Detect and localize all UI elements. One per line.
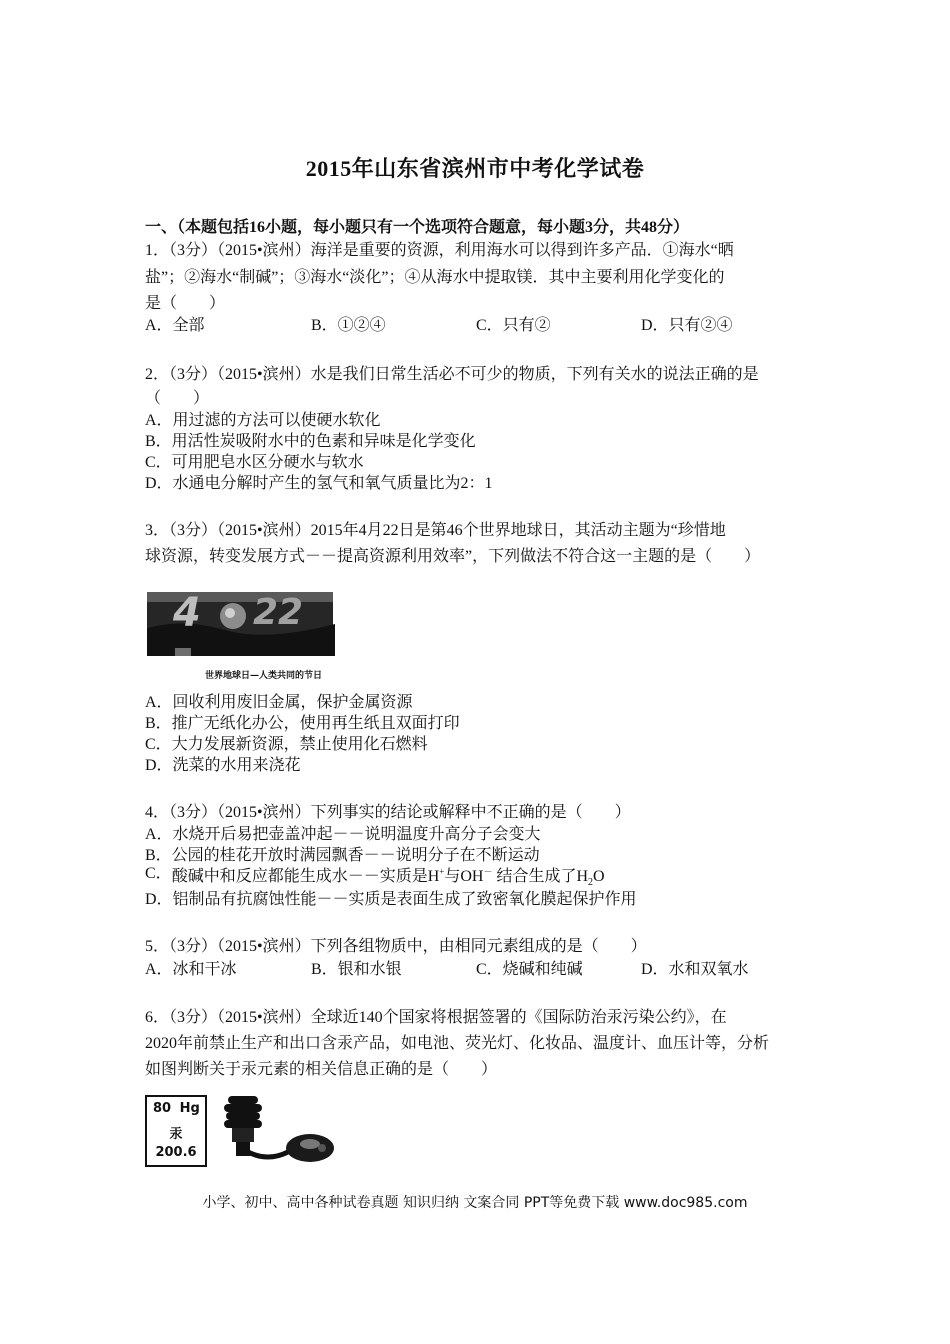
element-mass: 200.6 [155, 1145, 197, 1160]
q5-line: 5．（3分）（2015•滨州）下列各组物质中，由相同元素组成的是（ ） [145, 938, 647, 955]
q1-line-2: 盐”；②海水“制碱”；③海水“淡化”；④从海水中提取镁．其中主要利用化学变化的 [145, 269, 725, 286]
section-heading: 一、（本题包括16小题，每小题只有一个选项符合题意，每小题3分，共48分） [145, 219, 690, 236]
page-footer: 小学、初中、高中各种试卷真题 知识归纳 文案合同 PPT等免费下载 www.doc985.com [202, 1195, 748, 1211]
element-symbol: Hg [179, 1101, 200, 1116]
q1-line-1: 1．（3分）（2015•滨州）海洋是重要的资源，利用海水可以得到许多产品．①海水“晒 [145, 242, 734, 259]
q5-option-a: A．冰和干冰 [145, 961, 237, 978]
q4-option-c-text-d: O [593, 868, 605, 885]
q2-option-b: B．用活性炭吸附水中的色素和异味是化学变化 [145, 433, 476, 450]
q4-option-a: A．水烧开后易把壶盖冲起－－说明温度升高分子会变大 [145, 826, 541, 843]
earth-day-caption: 世界地球日—人类共同的节日 [205, 671, 323, 681]
mercury-products-image [218, 1090, 338, 1170]
q4-line: 4．（3分）（2015•滨州）下列事实的结论或解释中不正确的是（ ） [145, 804, 631, 821]
q2-option-a: A．用过滤的方法可以使硬水软化 [145, 412, 381, 429]
element-name: 汞 [169, 1127, 183, 1142]
q6-line-2: 2020年前禁止生产和出口含汞产品，如电池、荧光灯、化妆品、温度计、血压计等，分析 [145, 1035, 770, 1052]
q3-option-b: B．推广无纸化办公，使用再生纸且双面打印 [145, 715, 460, 732]
q1-option-a: A．全部 [145, 317, 205, 334]
q3-option-c: C．大力发展新资源，禁止使用化石燃料 [145, 736, 428, 753]
q3-option-d: D．洗菜的水用来浇花 [145, 757, 301, 774]
q3-option-a: A．回收利用废旧金属，保护金属资源 [145, 694, 413, 711]
earth-day-image [145, 578, 335, 686]
q4-option-c [145, 867, 605, 887]
q5-option-b: B．银和水银 [311, 961, 402, 978]
q4-option-c-sup1: + [439, 866, 445, 877]
q4-option-c-letter: C． [145, 865, 172, 882]
q4-option-c-sup2: － [483, 866, 493, 877]
mercury-element-card [145, 1095, 207, 1167]
lamp-and-device-icon [218, 1090, 338, 1170]
svg-text:22: 22 [253, 592, 304, 633]
q2-line-1: 2．（3分）（2015•滨州）水是我们日常生活必不可少的物质，下列有关水的说法正确的是 [145, 366, 759, 383]
q6-line-1: 6．（3分）（2015•滨州）全球近140个国家将根据签署的《国际防治汞污染公约》，在 [145, 1009, 727, 1026]
q1-option-b: B．①②④ [311, 317, 386, 334]
q4-option-b: B．公园的桂花开放时满园飘香－－说明分子在不断运动 [145, 847, 540, 864]
q4-option-c-text-b: 与OH [444, 868, 484, 885]
q1-line-3: 是（ ） [145, 295, 226, 312]
q3-line-2: 球资源，转变发展方式－－提高资源利用效率”，下列做法不符合这一主题的是（ ） [145, 548, 761, 565]
q2-option-c: C．可用肥皂水区分硬水与软水 [145, 454, 364, 471]
q6-line-3: 如图判断关于汞元素的相关信息正确的是（ ） [145, 1061, 498, 1078]
q4-option-c-text-a: 酸碱中和反应都能生成水－－实质是H [171, 868, 440, 885]
q4-option-c-text-c: 结合生成了H [496, 868, 589, 885]
q1-option-c: C．只有② [476, 317, 551, 334]
page-title: 2015年山东省滨州市中考化学试卷 [305, 156, 645, 181]
q1-option-d: D．只有②④ [641, 317, 733, 334]
q5-option-c: C．烧碱和纯碱 [476, 961, 583, 978]
element-number: 80 [153, 1101, 172, 1116]
q2-option-d: D．水通电分解时产生的氢气和氧气质量比为2：1 [145, 475, 493, 492]
earth-day-photo [145, 578, 335, 686]
q5-option-d: D．水和双氧水 [641, 961, 749, 978]
q4-option-c-sub: 2 [588, 877, 594, 889]
q2-line-2: （ ） [145, 390, 210, 407]
q3-line-1: 3．（3分）（2015•滨州）2015年4月22日是第46个世界地球日，其活动主题为“珍惜地 [145, 522, 726, 539]
svg-text:4: 4 [173, 590, 201, 636]
q4-option-d: D．铝制品有抗腐蚀性能－－实质是表面生成了致密氧化膜起保护作用 [145, 891, 637, 908]
